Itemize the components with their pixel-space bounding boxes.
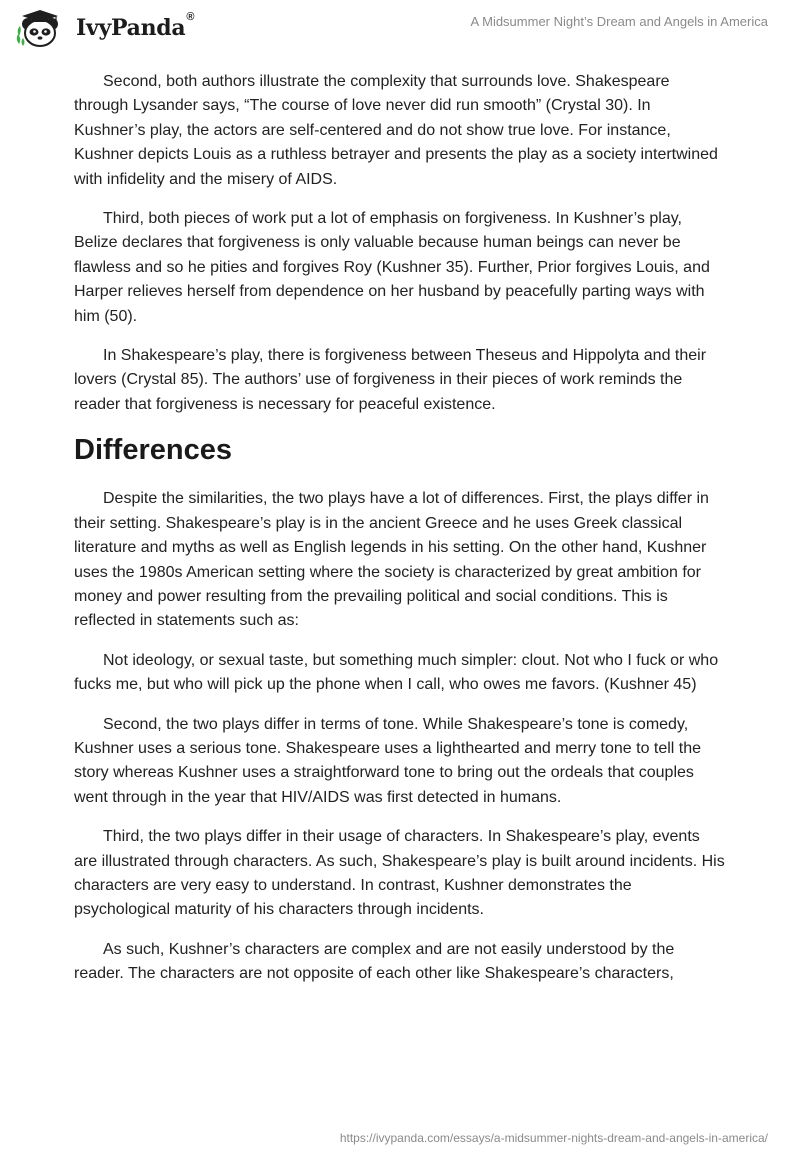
brand-name-text: IvyPanda <box>76 15 186 41</box>
paragraph: In Shakespeare’s play, there is forgiveness between Theseus and Hippolyta and their lovers (Crystal 85). The authors’ use of forgiveness in their pieces of work reminds the reader that forgiveness is necessary for peaceful existence. <box>74 347 707 413</box>
paragraph: Second, the two plays differ in terms of tone. While Shakespeare’s tone is comedy, Kushner uses a serious tone. Shakespeare uses a lighthearted and merry tone to tell the story whereas Kushner uses a straightforward tone to bring out the ordeals that couples went through in the year that HIV/AIDS was first detected in humans. <box>74 715 702 806</box>
ivypanda-logo[interactable] <box>14 8 194 48</box>
source-url[interactable]: https://ivypanda.com/essays/a-midsummer-nights-dream-and-angels-in-america/ <box>339 1131 768 1145</box>
panda-graduate-icon <box>14 8 66 48</box>
paragraph: As such, Kushner’s characters are complex and are not easily understood by the reader. The characters are not opposite of each other like Shakespeare’s characters, <box>74 940 675 983</box>
document-title: A Midsummer Night’s Dream and Angels in America <box>470 14 768 29</box>
paragraph: Third, the two plays differ in their usage of characters. In Shakespeare’s play, events are illustrated through characters. As such, Shakespeare’s play is built around incidents. His characters are very easy to understand. In contrast, Kushner demonstrates the psychological maturity of his characters through incidents. <box>74 828 725 919</box>
paragraph: Despite the similarities, the two plays have a lot of differences. First, the plays differ in their setting. Shakespeare’s play is in the ancient Greece and he uses Greek classical literature and myths as well as English legends in his setting. On the other hand, Kushner uses the 1980s American setting where the society is characterized by great ambition for money and power resulting from the prevailing political and social conditions. This is reflected in statements such as: <box>74 490 709 630</box>
paragraph: Second, both authors illustrate the complexity that surrounds love. Shakespeare through Lysander says, “The course of love never did run smooth” (Crystal 30). In Kushner’s play, the actors are self-centered and do not show true love. For instance, Kushner depicts Louis as a ruthless betrayer and presents the play as a society intertwined with infidelity and the misery of AIDS. <box>74 73 718 188</box>
brand-name <box>76 11 195 41</box>
block-quote: Not ideology, or sexual taste, but something much simpler: clout. Not who I fuck or who fucks me, but who will pick up the phone when I call, who owes me favors. (Kushner 45) <box>74 651 719 694</box>
registered-mark: ® <box>186 11 195 23</box>
essay-body <box>74 70 726 1002</box>
page-header <box>0 0 800 56</box>
paragraph: Third, both pieces of work put a lot of emphasis on forgiveness. In Kushner’s play, Belize declares that forgiveness is only valuable because human beings can never be flawless and so he pities and forgives Roy (Kushner 35). Further, Prior forgives Louis, and Harper relieves herself from dependence on her husband by peacefully parting ways with him (50). <box>74 210 710 325</box>
section-heading-differences: Differences <box>74 434 232 467</box>
